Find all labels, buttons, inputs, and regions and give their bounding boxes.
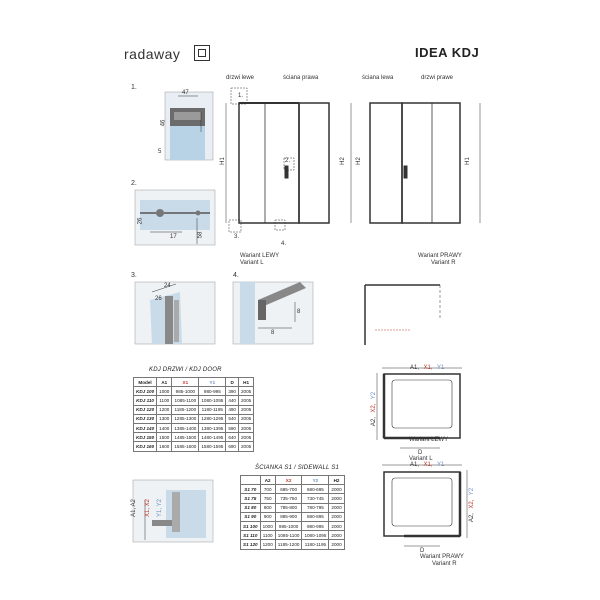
plan-right-dim-y2: Y2 [469,487,476,496]
wall-table-cell: 2000 [329,540,344,549]
door-table-cell: 390 [226,387,239,396]
door-table-row [134,442,254,451]
wall-table-cell: 1180-1195 [302,540,329,549]
door-table-cell: 2005 [238,387,253,396]
detail-4-dim-horizontal: 8 [271,330,275,336]
door-table-cell: 1385-1400 [172,423,199,432]
plan-right-dim-x1: X1, [423,462,433,468]
wall-table-cell: 780-795 [302,503,329,512]
wall-table-header [241,476,261,485]
door-table-cell: 985-1000 [172,387,199,396]
wall-table-cell: 885-900 [275,512,302,521]
plan-left-dim-d: D [418,450,423,456]
wall-table [240,475,345,550]
wall-table-cell: 730-745 [302,494,329,503]
elevation-left-h2: H2 [339,157,346,165]
wall-table-cell: 1185-1200 [275,540,302,549]
door-table-cell: 1580-1595 [199,442,226,451]
plan-right-dim-x2: X2, [469,499,476,509]
door-table-header-row [134,378,254,387]
door-table-cell: 2005 [238,405,253,414]
side-section-label-a: A1, A2 [130,499,137,517]
door-table-cell: 1585-1600 [172,442,199,451]
wall-table-body [241,485,345,549]
elevation-right-h1: H1 [464,157,471,165]
wall-table-cell: 700 [260,485,275,494]
door-table-cell: 1180-1195 [199,405,226,414]
label-door-right: drzwi prawe [421,75,454,81]
wall-table-cell: 2000 [329,521,344,530]
elevation-right-drawing [370,103,480,223]
door-table-cell: 1500 [157,433,172,442]
door-table-cell: 2005 [238,442,253,451]
wall-table-cell: 2000 [329,494,344,503]
door-table-cell: 490 [226,405,239,414]
wall-table-row [241,503,345,512]
elevation-left-callout-3: 3. [234,234,240,240]
plan-left-variant-en: Variant L [409,456,433,462]
variant-left-label-en: Variant L [240,260,264,266]
wall-table-cell: 2000 [329,531,344,540]
door-table-cell: 1280-1295 [199,414,226,423]
plan-left-drawing [377,368,462,448]
wall-table-cell: S1 75 [241,494,261,503]
page-title: IDEA KDJ [415,45,480,60]
door-table-cell: 2005 [238,433,253,442]
detail-1-dim-width: 47 [182,90,189,96]
door-table-cell: KDJ 120 [134,405,157,414]
door-table-row [134,433,254,442]
wall-table-header: X2 [275,476,302,485]
door-table-cell: 1380-1395 [199,423,226,432]
door-table-header: Y1 [199,378,226,387]
detail-3-dim-24: 24 [164,283,171,289]
detail-1-dim-gap: 5 [158,149,162,155]
plan-left-dim-top [410,356,444,374]
door-table-cell: 2005 [238,423,253,432]
door-table-header: H1 [238,378,253,387]
wall-table-header-row [241,476,345,485]
wall-table-cell: 900 [260,512,275,521]
door-table-cell: 540 [226,414,239,423]
door-table-row [134,387,254,396]
plan-right-dim-y1: Y1 [436,462,445,468]
wall-table-cell: 2000 [329,512,344,521]
wall-table-cell: 980-995 [302,521,329,530]
door-table-cell: 1300 [157,414,172,423]
door-table-cell: 2005 [238,414,253,423]
detail-1-dim-height: 46 [160,119,167,127]
elevation-left-h1: H1 [219,157,226,165]
detail-4-dim-vertical: 8 [297,309,301,315]
plan-right-drawing [382,465,467,546]
door-table-row [134,405,254,414]
door-table-cell: 1085-1100 [172,396,199,405]
wall-table-cell: 735-750 [275,494,302,503]
wall-table-cell: 2000 [329,485,344,494]
door-table-cell: 440 [226,396,239,405]
wall-table-row [241,540,345,549]
detail-1-drawing [165,92,213,160]
plan-right-dim-top [410,453,444,471]
plan-left-dim-y1: Y1 [436,365,445,371]
wall-table-cell: S1 90 [241,512,261,521]
door-table-cell: 1485-1500 [172,433,199,442]
door-table-row [134,396,254,405]
plan-right-dim-a2: A2, [469,513,476,523]
door-table-row [134,423,254,432]
wall-table-cell: 1080-1095 [302,531,329,540]
door-table [133,377,254,452]
door-table-cell: KDJ 160 [134,442,157,451]
door-table-cell: KDJ 100 [134,387,157,396]
door-table-cell: 1000 [157,387,172,396]
brand-logo-text: radaway [124,46,181,62]
door-table-cell: 1185-1200 [172,405,199,414]
wall-table-header: Y2 [302,476,329,485]
wall-table-cell: 1100 [260,531,275,540]
wall-table-cell: 880-895 [302,512,329,521]
wall-table-cell: S1 70 [241,485,261,494]
door-table-header: X1 [172,378,199,387]
detail-2-number: 2. [131,180,137,187]
plan-left-variant: Wariant LEWY [409,437,449,443]
detail-4-number: 4. [233,272,239,279]
plan-right-dim-a1: A1, [410,462,420,468]
plan-left-dim-x2: X2, [371,403,378,413]
door-table-cell: 590 [226,423,239,432]
door-table-cell: KDJ 140 [134,423,157,432]
door-table-header: A1 [157,378,172,387]
wall-table-row [241,494,345,503]
label-wall-left: ściana lewa [362,75,394,81]
wall-table-cell: 685-700 [275,485,302,494]
label-door-left: drzwi lewe [226,75,255,81]
door-table-cell: 1480-1495 [199,433,226,442]
elevation-left-callout-4: 4. [281,241,287,247]
plan-left-dim-x1: X1, [423,365,433,371]
detail-3-drawing [135,282,215,344]
side-section-label-x: X1, X2 [145,498,152,518]
door-table-cell: 1600 [157,442,172,451]
wall-table-cell: 985-1000 [275,521,302,530]
wall-table-row [241,485,345,494]
door-table-cell: 640 [226,433,239,442]
variant-left-label: Wariant LEWY [240,253,280,259]
wall-table-cell: S1 120 [241,540,261,549]
plan-left-dim-side [362,392,380,426]
detail-3-number: 3. [131,272,137,279]
detail-3-dim-26: 26 [155,296,162,302]
wall-table-caption: ŚCIANKA S1 / SIDEWALL S1 [255,465,340,471]
wall-table-cell: S1 100 [241,521,261,530]
plan-right-dim-side [460,488,478,522]
wall-table-header: H2 [329,476,344,485]
door-table-header: D [226,378,239,387]
door-table-cell: 1080-1095 [199,396,226,405]
wall-table-cell: 1000 [260,521,275,530]
wall-table-cell: 2000 [329,503,344,512]
wall-table-row [241,512,345,521]
plan-right-variant: Wariant PRAWY [420,554,464,560]
plan-overview-drawing [365,285,440,345]
side-section-label-y: Y1, Y2 [156,499,163,517]
plan-left-dim-a1: A1, [410,365,420,371]
plan-left-dim-a2: A2, [371,417,378,427]
wall-table-cell: 800 [260,503,275,512]
wall-table-row [241,521,345,530]
wall-table-header: A2 [260,476,275,485]
door-table-cell: KDJ 150 [134,433,157,442]
wall-table-cell: 1200 [260,540,275,549]
wall-table-cell: 785-800 [275,503,302,512]
detail-2-dim-17: 17 [170,234,177,240]
door-table-cell: 1400 [157,423,172,432]
label-wall-right: ściana prawa [283,75,319,81]
door-table-cell: KDJ 110 [134,396,157,405]
wall-table-cell: 1085-1100 [275,531,302,540]
door-table-cell: KDJ 130 [134,414,157,423]
door-table-body [134,387,254,451]
plan-left-dim-y2: Y2 [371,391,378,400]
door-table-cell: 980-995 [199,387,226,396]
wall-table-cell: 680-695 [302,485,329,494]
plan-right-dim-d: D [420,548,425,554]
elevation-left-callout-1: 1. [238,93,244,99]
door-table-caption: KDJ DRZWI / KDJ DOOR [149,367,222,373]
elevation-right-h2: H2 [355,157,362,165]
elevation-left-callout-2: 2. [285,158,291,164]
door-table-row [134,414,254,423]
door-table-header: Model [134,378,157,387]
door-table-cell: 1285-1300 [172,414,199,423]
door-table-cell: 2005 [238,396,253,405]
plan-right-variant-en: Variant R [432,561,457,567]
variant-right-label: Wariant PRAWY [418,253,462,259]
variant-right-label-en: Variant R [431,260,456,266]
wall-table-cell: S1 80 [241,503,261,512]
detail-2-dim-58: 58 [197,231,204,239]
wall-table-cell: 750 [260,494,275,503]
door-table-cell: 690 [226,442,239,451]
detail-2-dim-26: 26 [137,217,144,225]
detail-1-number: 1. [131,84,137,91]
wall-table-cell: S1 110 [241,531,261,540]
door-table-cell: 1100 [157,396,172,405]
wall-table-row [241,531,345,540]
door-table-cell: 1200 [157,405,172,414]
